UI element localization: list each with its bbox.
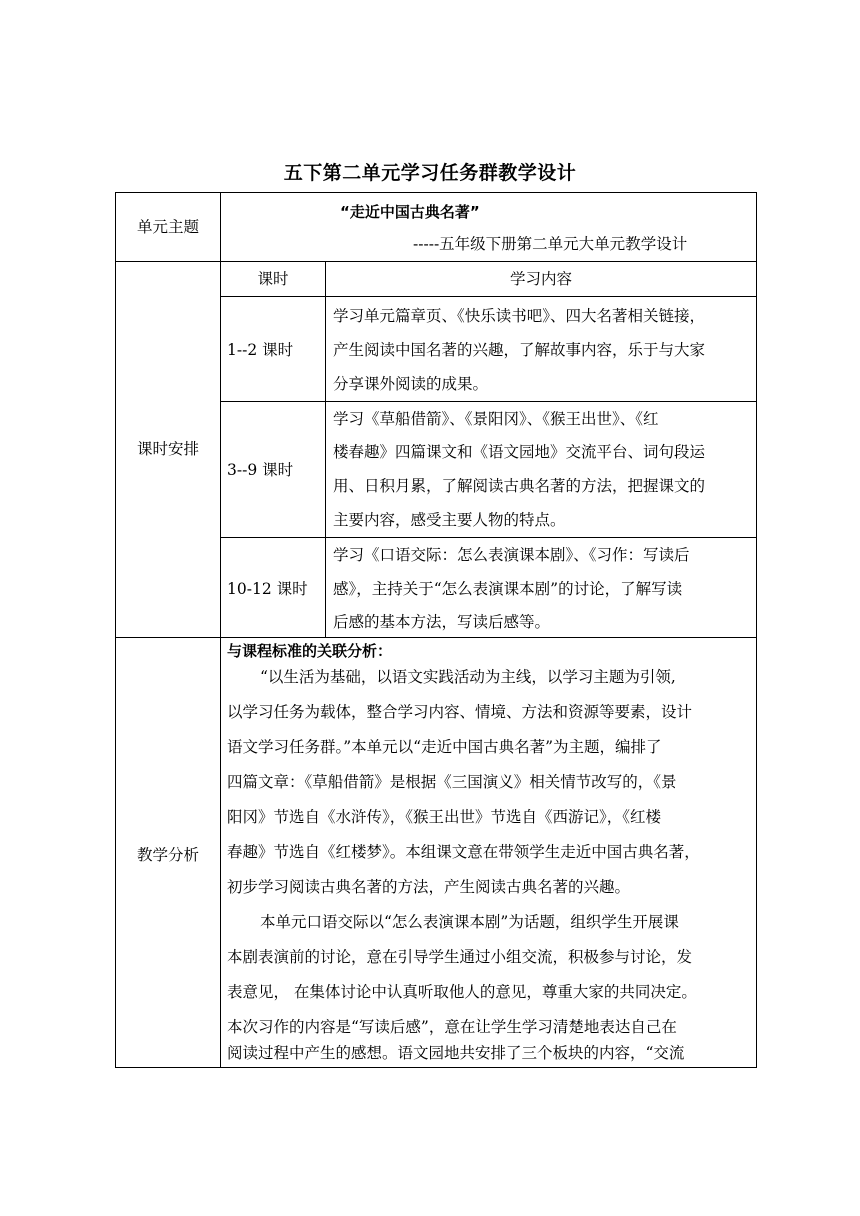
analysis-line: 本单元口语交际以“怎么表演课本剧”为话题，组织学生开展课	[260, 913, 679, 931]
schedule-row-line: 感》，主持关于“怎么表演课本剧”的讨论，了解写读	[333, 580, 683, 598]
analysis-line: 阅读过程中产生的感想。语文园地共安排了三个板块的内容，“交流	[227, 1044, 685, 1062]
schedule-row-line: 学习单元篇章页、《快乐读书吧》、四大名著相关链接，	[333, 307, 706, 325]
schedule-row-time: 3--9 课时	[227, 461, 294, 479]
grid-line	[220, 537, 757, 538]
analysis-line: 语文学习任务群。”本单元以“走近中国古典名著”为主题，编排了	[227, 738, 662, 756]
schedule-row-line: 产生阅读中国名著的兴趣，了解故事内容，乐于与大家	[333, 341, 706, 359]
schedule-row-line: 后感的基本方法，写读后感等。	[333, 613, 551, 631]
grid-line	[756, 192, 757, 1068]
grid-line	[220, 192, 221, 1068]
schedule-header-time: 课时	[257, 270, 289, 288]
analysis-heading: 与课程标准的关联分析：	[227, 642, 393, 660]
schedule-row-line: 学习《口语交际：怎么表演课本剧》、《习作：写读后	[333, 546, 690, 564]
schedule-row-line: 学习《草船借箭》、《景阳冈》、《猴王出世》、《红	[333, 410, 659, 428]
analysis-line: “以生活为基础，以语文实践活动为主线，以学习主题为引领,	[260, 668, 676, 686]
document-title: 五下第二单元学习任务群教学设计	[283, 162, 577, 184]
schedule-row-line: 主要内容，感受主要人物的特点。	[333, 511, 566, 529]
analysis-line: 以学习任务为载体，整合学习内容、情境、方法和资源等要素，设计	[227, 703, 693, 721]
grid-line	[115, 261, 757, 262]
analysis-line: 表意见， 在集体讨论中认真听取他人的意见，尊重大家的共同决定。	[227, 983, 697, 1001]
schedule-row-time: 1--2 课时	[227, 341, 294, 359]
analysis-line: 阳冈》节选自《水浒传》，《猴王出世》节选自《西游记》，《红楼	[227, 808, 662, 826]
grid-line	[325, 261, 326, 637]
grid-line	[220, 401, 757, 402]
schedule-row-line: 楼春趣》四篇课文和《语文园地》交流平台、词句段运	[333, 443, 706, 461]
analysis-line: 初步学习阅读古典名著的方法，产生阅读古典名著的兴趣。	[227, 878, 631, 896]
schedule-row-time: 10-12 课时	[227, 580, 308, 598]
grid-line	[115, 637, 757, 638]
schedule-row-line: 分享课外阅读的成果。	[333, 375, 489, 393]
analysis-line: 本次习作的内容是“写读后感”，意在让学生学习清楚地表达自己在	[227, 1018, 677, 1036]
analysis-line: 本剧表演前的讨论，意在引导学生通过小组交流，积极参与讨论，发	[227, 948, 693, 966]
unit-theme-sub: -----五年级下册第二单元大单元教学设计	[413, 235, 688, 253]
analysis-label: 教学分析	[136, 846, 199, 864]
unit-theme-label: 单元主题	[136, 218, 199, 236]
grid-line	[115, 192, 116, 1068]
grid-line	[115, 192, 757, 193]
schedule-header-content: 学习内容	[509, 270, 572, 288]
analysis-line: 春趣》节选自《红楼梦》。本组课文意在带领学生走近中国古典名著，	[227, 843, 700, 861]
unit-theme-main: “走近中国古典名著”	[340, 203, 480, 221]
grid-line	[220, 296, 757, 297]
analysis-line: 四篇文章：《草船借箭》是根据《三国演义》相关情节改写的，《景	[227, 773, 677, 791]
schedule-row-line: 用、日积月累，了解阅读古典名著的方法，把握课文的	[333, 477, 706, 495]
grid-line	[115, 1067, 757, 1068]
schedule-label: 课时安排	[136, 440, 199, 458]
